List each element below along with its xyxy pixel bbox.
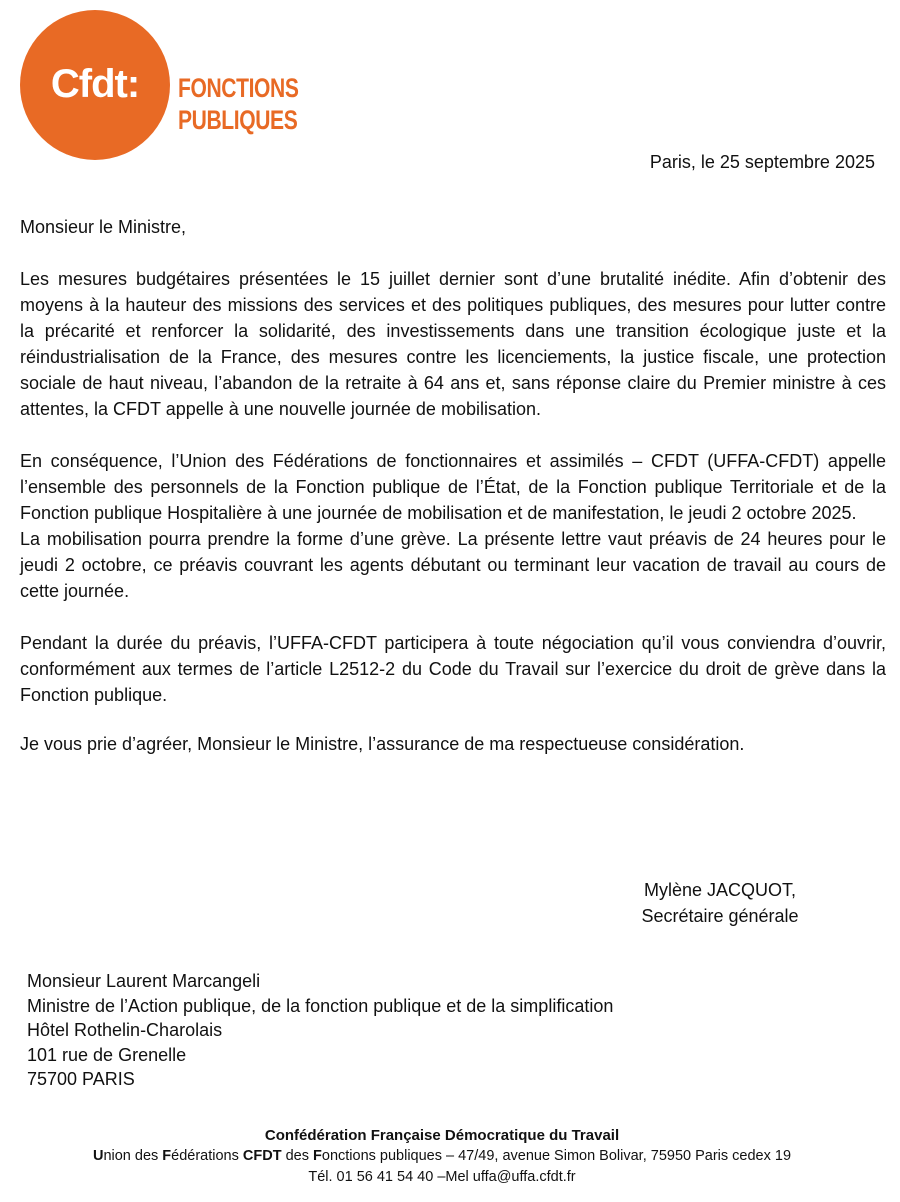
closing-formula: Je vous prie d’agréer, Monsieur le Ministre, l’assurance de ma respectueuse considération. bbox=[20, 734, 745, 754]
signatory-name: Mylène JACQUOT, bbox=[643, 880, 797, 900]
footer-address-part: U bbox=[92, 1148, 104, 1164]
paragraph-3: La mobilisation pourra prendre la forme d’une grève. La présente lettre vaut préavis de 24 heures pour le jeudi 2 octobre, ce préavis couvrant les agents débutant ou terminant leur vacation de travail au cours de cette journée. bbox=[20, 529, 886, 601]
footer-address-part: des bbox=[281, 1148, 314, 1164]
footer-address bbox=[0, 1146, 884, 1167]
footer-contact: Tél. 01 56 41 54 40 –Mel uffa@uffa.cfdt.fr bbox=[308, 1169, 576, 1185]
signatory-title: Secrétaire générale bbox=[641, 906, 799, 926]
logo-wordmark bbox=[178, 72, 299, 136]
recipient-line: Ministre de l’Action publique, de la fonction publique et de la simplification bbox=[27, 995, 614, 1016]
footer-address-part: nion des bbox=[103, 1148, 163, 1164]
letter-body bbox=[20, 214, 886, 757]
letter-date: Paris, le 25 septembre 2025 bbox=[649, 152, 875, 172]
salutation: Monsieur le Ministre, bbox=[20, 217, 187, 237]
logo-line-1: FONCTIONS bbox=[178, 73, 299, 103]
cfdt-logo bbox=[20, 10, 310, 160]
paragraph-4: Pendant la durée du préavis, l’UFFA-CFDT participera à toute négociation qu’il vous conviendra d’ouvrir, conformément aux termes de l’article L2512-2 du Code du Travail sur l’exercice du droit de grève dans la Fonction publique. bbox=[20, 633, 886, 705]
recipient-address bbox=[27, 969, 613, 1092]
signature-block bbox=[600, 877, 840, 929]
footer-address-part: CFDT bbox=[242, 1148, 282, 1164]
recipient-line: 101 rue de Grenelle bbox=[27, 1044, 187, 1065]
footer bbox=[0, 1125, 884, 1188]
footer-address-part: F bbox=[313, 1148, 322, 1164]
logo-mark: Cfdt: bbox=[50, 62, 140, 106]
footer-organization: Confédération Française Démocratique du Travail bbox=[264, 1127, 620, 1144]
recipient-line: Hôtel Rothelin-Charolais bbox=[27, 1020, 223, 1040]
recipient-line: Monsieur Laurent Marcangeli bbox=[27, 971, 261, 991]
logo-line-2: PUBLIQUES bbox=[178, 105, 298, 135]
footer-address-part: onctions publiques – 47/49, avenue Simon Bolivar, 75950 Paris cedex 19 bbox=[321, 1148, 792, 1164]
paragraph-2: En conséquence, l’Union des Fédérations de fonctionnaires et assimilés – CFDT (UFFA-CFDT) appelle l’ensemble des personnels de la Fonction publique de l’État, de la Fonction publique Territoriale et de la Fonction publique Hospitalière à une journée de mobilisation et de manifestation, le jeudi 2 octobre 2025. bbox=[20, 451, 886, 523]
recipient-line: 75700 PARIS bbox=[27, 1069, 135, 1089]
footer-address-part: F bbox=[162, 1148, 172, 1164]
paragraph-1: Les mesures budgétaires présentées le 15 juillet dernier sont d’une brutalité inédite. Afin d’obtenir des moyens à la hauteur des missions des services et des politiques publiques, des mesures pour lutter contre la précarité et renforcer la solidarité, des investissements dans une transition écologique juste et la réindustrialisation de la France, des mesures contre les licenciements, la justice fiscale, une protection sociale de haut niveau, l’abandon de la retraite à 64 ans et, sans réponse claire du Premier ministre à ces attentes, la CFDT appelle à une nouvelle journée de mobilisation. bbox=[20, 269, 886, 419]
footer-address-part: édérations bbox=[171, 1148, 243, 1164]
